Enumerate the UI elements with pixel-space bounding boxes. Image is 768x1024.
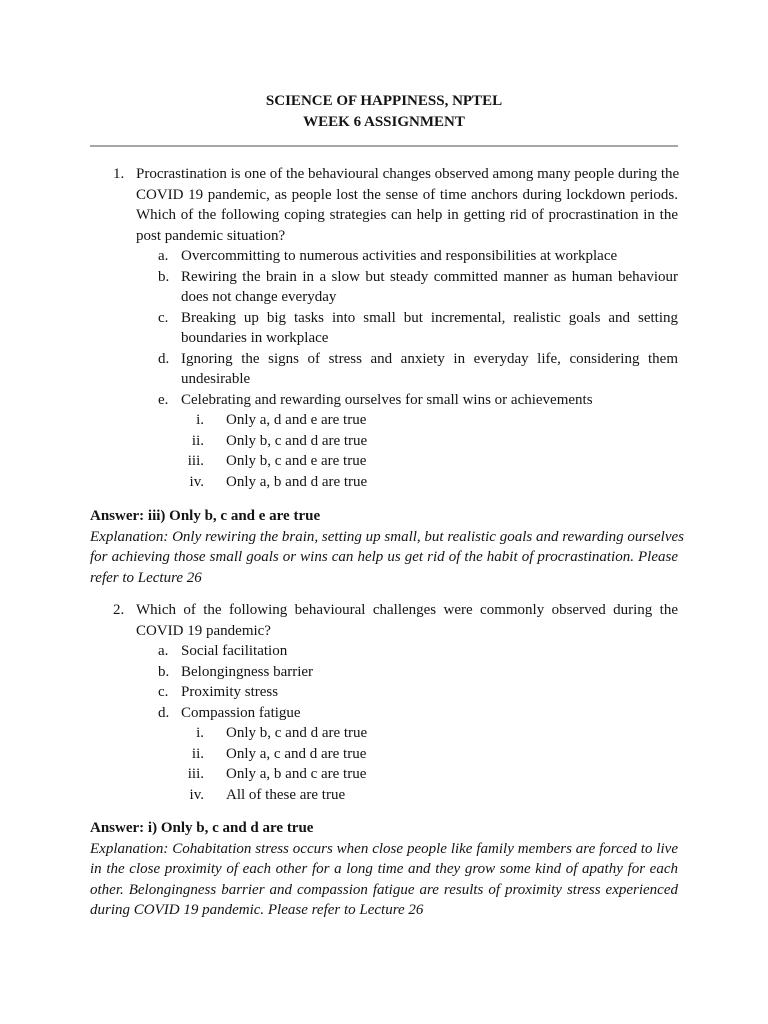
question-stem	[0, 164, 678, 246]
option-d	[0, 349, 678, 390]
explanation-line: during COVID 19 pandemic. Please refer to Lecture 26	[90, 902, 424, 918]
choice-label: iii.	[187, 766, 204, 782]
option-c	[0, 682, 678, 703]
option-text-line: undesirable	[181, 371, 251, 387]
question-stem	[0, 600, 678, 641]
choice-i	[0, 410, 678, 431]
question-text-line: COVID 19 pandemic?	[136, 622, 271, 639]
option-text-line: Rewiring the brain in a slow but steady committed manner as human behaviour	[181, 268, 678, 285]
option-label: d.	[158, 350, 170, 367]
option-label: a.	[158, 248, 169, 264]
choice-text: Only a, b and c are true	[226, 766, 367, 782]
option-a	[0, 641, 678, 662]
option-label: b.	[158, 268, 170, 285]
answer-block	[0, 506, 684, 588]
option-label: e.	[158, 391, 169, 408]
header-divider	[90, 145, 678, 147]
answer-1	[0, 506, 684, 588]
choice-text: Only b, c and d are true	[226, 432, 368, 449]
choice-i	[0, 723, 678, 744]
option-a	[0, 246, 678, 267]
option-text-line: Breaking up big tasks into small but incremental, realistic goals and setting	[181, 309, 678, 326]
assignment-title: WEEK 6 ASSIGNMENT	[303, 114, 465, 130]
question-text-line: COVID 19 pandemic, as people lost the sense of time anchors during lockdown periods.	[136, 186, 678, 203]
explanation-line: refer to Lecture 26	[90, 569, 202, 586]
answer-block	[0, 818, 678, 921]
choice-iii	[0, 764, 678, 785]
option-label: c.	[158, 684, 169, 700]
explanation-line: for achieving those small goals or wins can help us get rid of the habit of procrastination. Please	[90, 549, 678, 565]
explanation-line: Explanation: Only rewiring the brain, setting up small, but realistic goals and rewarding ourselves	[90, 528, 684, 545]
choice-label: ii.	[191, 432, 204, 449]
choice-iv	[0, 785, 678, 806]
choice-ii	[0, 744, 678, 765]
course-title: SCIENCE OF HAPPINESS, NPTEL	[265, 93, 503, 109]
explanation-line: Explanation: Cohabitation stress occurs when close people like family members are forced to live	[90, 840, 678, 857]
choice-iii	[0, 451, 678, 472]
document-header	[0, 91, 768, 133]
choice-text: Only a, d and e are true	[226, 412, 367, 428]
answer-2	[0, 818, 678, 921]
choice-label: i.	[196, 725, 204, 741]
option-text-line: Ignoring the signs of stress and anxiety in everyday life, considering them	[181, 350, 678, 367]
choice-text: Only a, b and d are true	[226, 473, 368, 490]
question-text-line: post pandemic situation?	[136, 227, 286, 244]
choice-text: Only b, c and e are true	[226, 453, 367, 469]
option-text-line: does not change everyday	[181, 289, 337, 305]
explanation-line: other. Belongingness barrier and compassion fatigue are results of proximity stress experienced	[90, 881, 678, 898]
choice-text: Only a, c and d are true	[226, 745, 367, 762]
question-number: 1.	[113, 166, 125, 182]
option-b	[0, 267, 678, 308]
question-2	[0, 600, 678, 805]
choice-label: ii.	[191, 745, 204, 762]
question-text-line: Which of the following behavioural challenges were commonly observed during the	[136, 602, 678, 618]
option-label: c.	[158, 309, 169, 326]
answer-text: Answer: i) Only b, c and d are true	[90, 820, 314, 836]
choice-label: iv.	[189, 786, 204, 803]
option-d	[0, 703, 678, 724]
choice-text: Only b, c and d are true	[226, 725, 368, 741]
option-text-line: Overcommitting to numerous activities and responsibilities at workplace	[181, 248, 618, 264]
option-label: d.	[158, 704, 170, 721]
question-text-line: Which of the following coping strategies can help in getting rid of procrastination in the	[136, 207, 678, 223]
option-label: b.	[158, 663, 170, 680]
explanation-line: in the close proximity of each other for a long time and they grow some kind of apathy for each	[90, 861, 678, 877]
option-text-line: Compassion fatigue	[181, 704, 301, 721]
choice-label: iii.	[187, 453, 204, 469]
question-1	[0, 164, 678, 492]
choice-label: i.	[196, 412, 204, 428]
option-e	[0, 390, 678, 411]
option-c	[0, 308, 678, 349]
choice-text: All of these are true	[226, 786, 346, 803]
choice-ii	[0, 431, 678, 452]
option-b	[0, 662, 678, 683]
option-label: a.	[158, 643, 169, 659]
option-text-line: Belongingness barrier	[181, 663, 314, 680]
question-number: 2.	[113, 602, 125, 618]
option-text-line: Celebrating and rewarding ourselves for small wins or achievements	[181, 391, 593, 408]
option-text-line: Proximity stress	[181, 684, 279, 700]
option-text-line: boundaries in workplace	[181, 330, 329, 346]
choice-label: iv.	[189, 473, 204, 490]
question-text-line: Procrastination is one of the behavioural changes observed among many people during the	[136, 166, 680, 182]
option-text-line: Social facilitation	[181, 643, 288, 659]
choice-iv	[0, 472, 678, 493]
answer-text: Answer: iii) Only b, c and e are true	[90, 508, 321, 524]
